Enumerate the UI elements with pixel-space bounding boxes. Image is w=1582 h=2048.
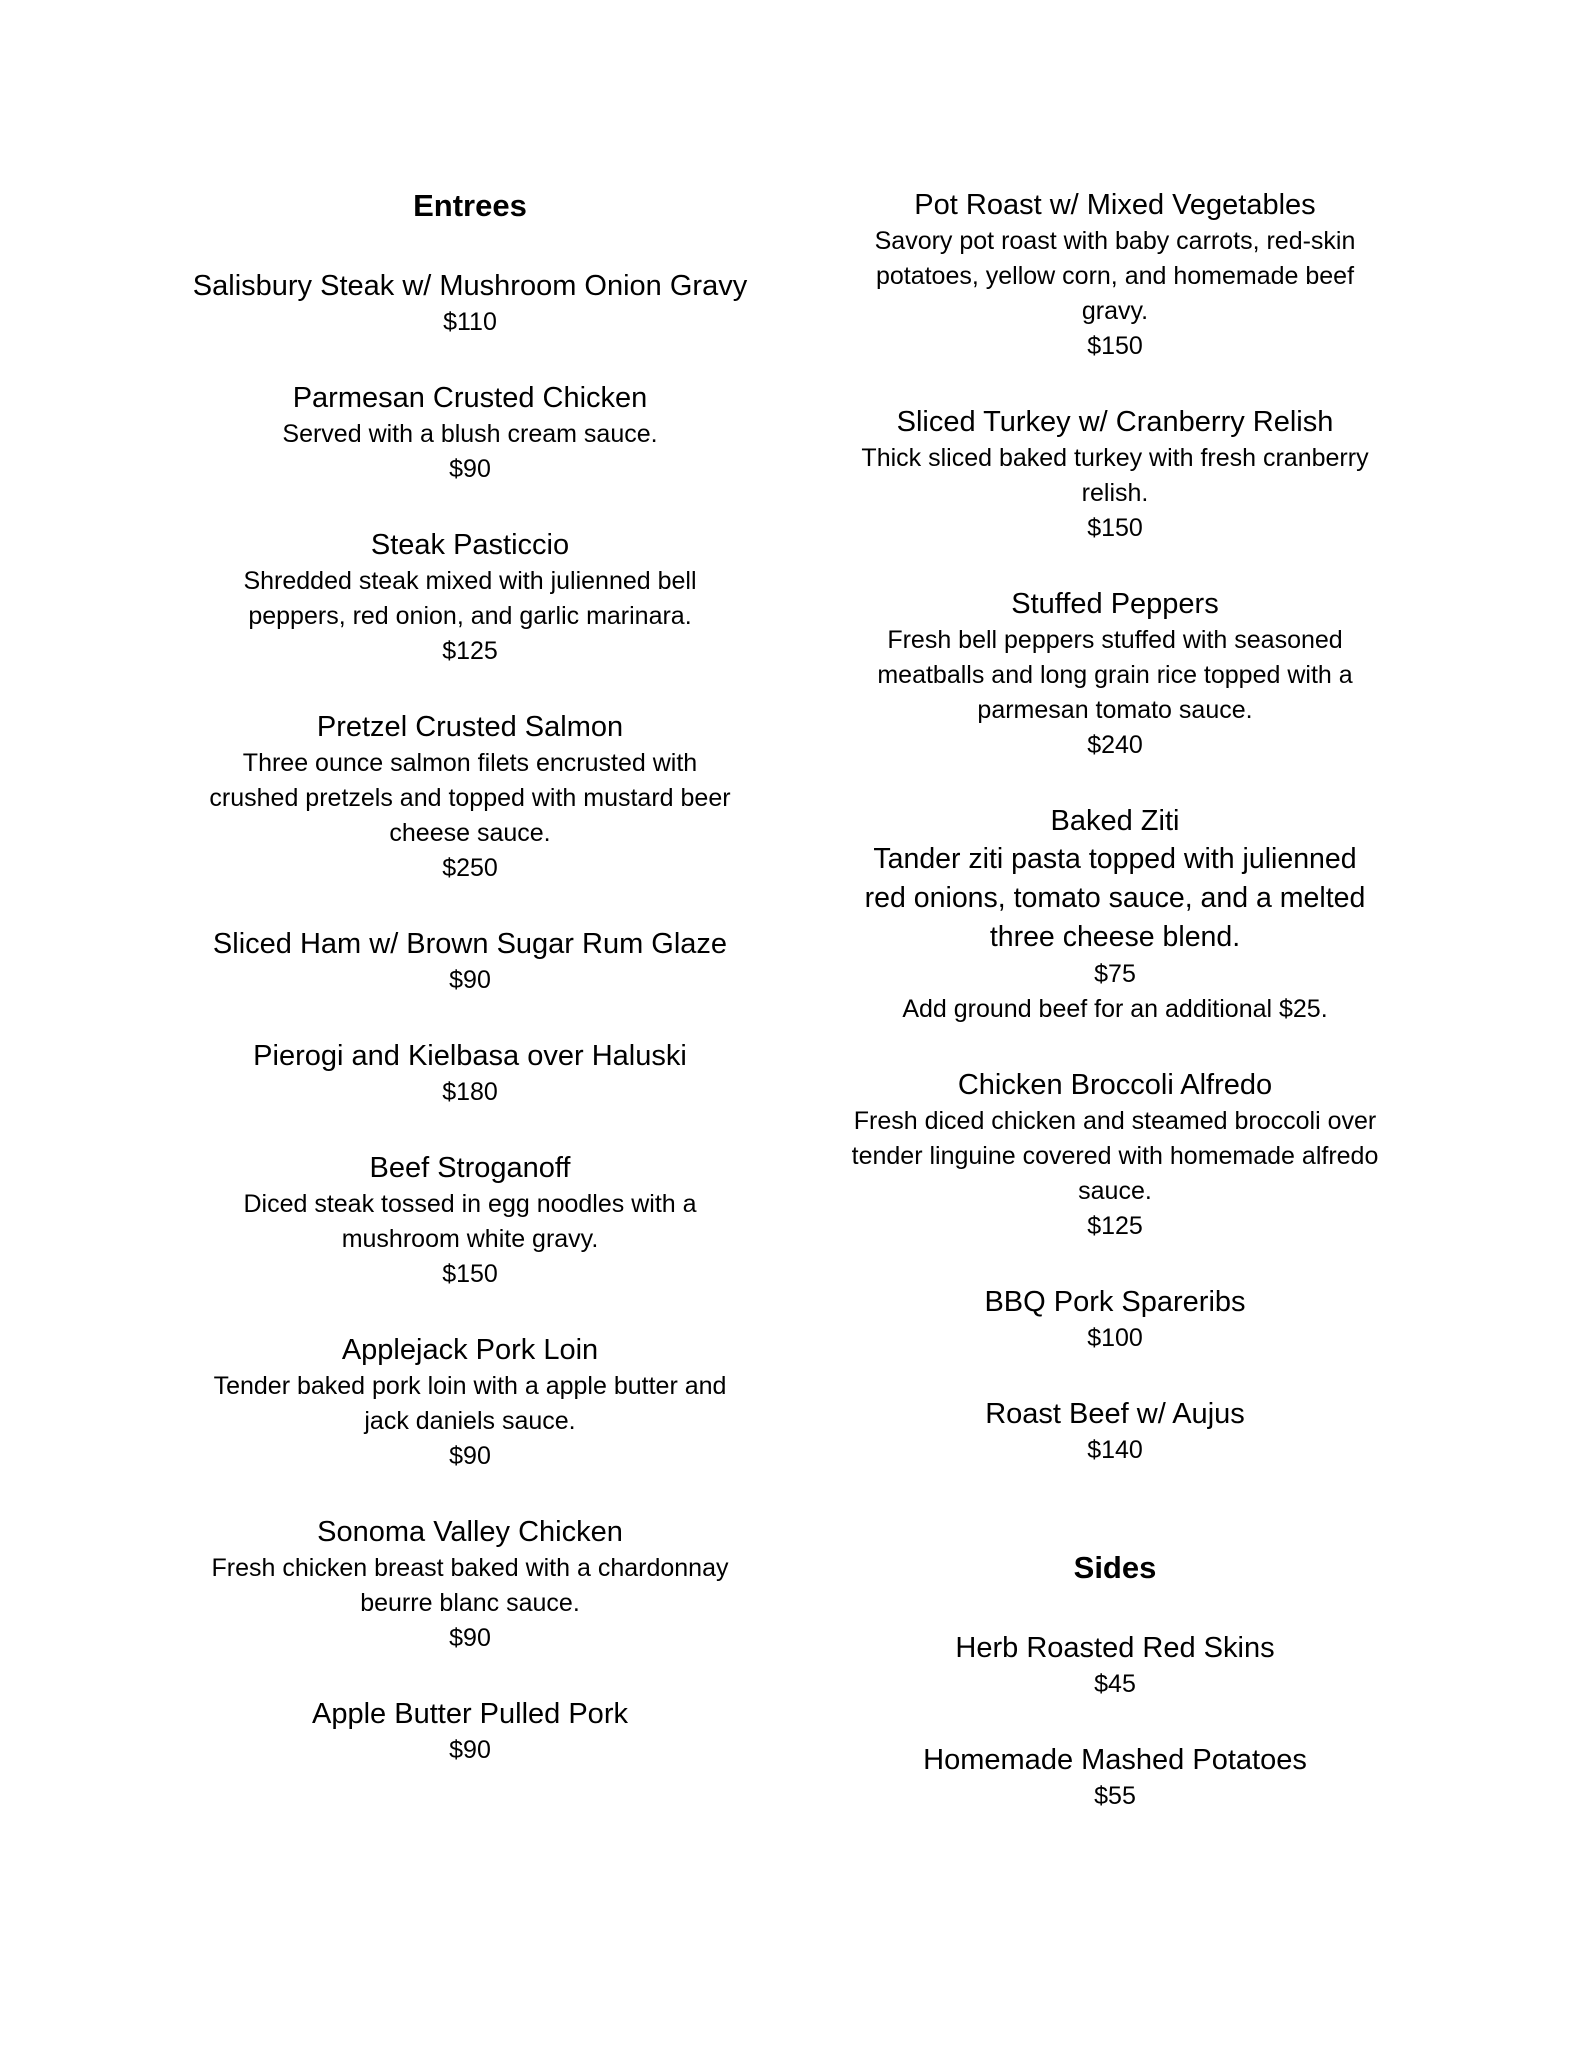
item-name: Apple Butter Pulled Pork bbox=[312, 1698, 628, 1730]
item-name: Pot Roast w/ Mixed Vegetables bbox=[914, 189, 1316, 221]
item-name: Sliced Ham w/ Brown Sugar Rum Glaze bbox=[212, 928, 728, 960]
item-price: $90 bbox=[449, 966, 491, 994]
item-name: Roast Beef w/ Aujus bbox=[985, 1398, 1245, 1430]
item-name: Pierogi and Kielbasa over Haluski bbox=[253, 1040, 687, 1072]
item-description: cheese sauce. bbox=[389, 819, 551, 847]
item-description: relish. bbox=[1081, 479, 1149, 507]
item-price: $55 bbox=[1094, 1782, 1136, 1810]
item-price: $90 bbox=[449, 455, 491, 483]
item-description: crushed pretzels and topped with mustard beer bbox=[209, 784, 731, 812]
item-description: tender linguine covered with homemade alfredo bbox=[851, 1142, 1379, 1170]
item-name: Beef Stroganoff bbox=[369, 1152, 571, 1184]
item-price: $150 bbox=[442, 1260, 498, 1288]
sides-heading: Sides bbox=[1073, 1550, 1157, 1585]
item-price: $45 bbox=[1094, 1670, 1136, 1698]
item-name: Sonoma Valley Chicken bbox=[317, 1516, 623, 1548]
item-description: Tander ziti pasta topped with julienned bbox=[873, 843, 1357, 875]
item-description: Fresh bell peppers stuffed with seasoned bbox=[887, 626, 1343, 654]
item-price: $125 bbox=[442, 637, 498, 665]
item-price: $125 bbox=[1087, 1212, 1143, 1240]
item-price: $240 bbox=[1087, 731, 1143, 759]
item-description: Tender baked pork loin with a apple butter and bbox=[213, 1372, 727, 1400]
item-price: $100 bbox=[1087, 1324, 1143, 1352]
menu-item-applejack-pork bbox=[180, 1331, 760, 1474]
item-price: $90 bbox=[449, 1736, 491, 1764]
menu-item-stuffed-peppers bbox=[830, 585, 1400, 763]
item-name: BBQ Pork Spareribs bbox=[984, 1286, 1246, 1318]
item-name: Homemade Mashed Potatoes bbox=[923, 1744, 1307, 1776]
item-name: Parmesan Crusted Chicken bbox=[292, 382, 648, 414]
item-price: $90 bbox=[449, 1624, 491, 1652]
item-description: gravy. bbox=[1081, 297, 1149, 325]
menu-item-sliced-turkey bbox=[830, 403, 1400, 546]
item-name: Herb Roasted Red Skins bbox=[955, 1632, 1275, 1664]
item-name: Chicken Broccoli Alfredo bbox=[957, 1069, 1273, 1101]
item-name: Baked Ziti bbox=[1050, 805, 1180, 837]
item-description: peppers, red onion, and garlic marinara. bbox=[248, 602, 692, 630]
left-column bbox=[180, 186, 760, 1768]
item-description: three cheese blend. bbox=[989, 921, 1241, 953]
menu-item-pulled-pork bbox=[180, 1695, 760, 1768]
item-price: $110 bbox=[443, 308, 497, 336]
menu-item-sliced-ham bbox=[180, 925, 760, 998]
right-column bbox=[830, 186, 1400, 1814]
menu-item-sonoma-chicken bbox=[180, 1513, 760, 1656]
item-description: Three ounce salmon filets encrusted with bbox=[242, 749, 698, 777]
item-description: Fresh chicken breast baked with a chardonnay bbox=[211, 1554, 729, 1582]
item-price: $250 bbox=[442, 854, 498, 882]
item-description: red onions, tomato sauce, and a melted bbox=[864, 882, 1366, 914]
entrees-heading: Entrees bbox=[413, 188, 527, 223]
menu-item-mashed-potatoes bbox=[830, 1741, 1400, 1814]
menu-item-beef-stroganoff bbox=[180, 1149, 760, 1292]
item-price: $150 bbox=[1087, 332, 1143, 360]
item-price: $75 bbox=[1094, 960, 1136, 988]
item-price: $180 bbox=[442, 1078, 498, 1106]
item-description: Served with a blush cream sauce. bbox=[282, 420, 658, 448]
item-price: $140 bbox=[1087, 1436, 1143, 1464]
item-description: beurre blanc sauce. bbox=[360, 1589, 580, 1617]
item-description: mushroom white gravy. bbox=[341, 1225, 599, 1253]
item-description: jack daniels sauce. bbox=[364, 1407, 576, 1435]
item-note: Add ground beef for an additional $25. bbox=[902, 995, 1328, 1023]
item-name: Sliced Turkey w/ Cranberry Relish bbox=[896, 406, 1334, 438]
item-name: Pretzel Crusted Salmon bbox=[316, 711, 624, 743]
menu-item-chicken-broccoli-alfredo bbox=[830, 1066, 1400, 1244]
item-description: parmesan tomato sauce. bbox=[977, 696, 1253, 724]
item-description: Diced steak tossed in egg noodles with a bbox=[243, 1190, 697, 1218]
item-description: Shredded steak mixed with julienned bell bbox=[243, 567, 697, 595]
menu-item-roast-beef bbox=[830, 1395, 1400, 1468]
item-description: Thick sliced baked turkey with fresh cranberry bbox=[861, 444, 1369, 472]
menu-item-pierogi-kielbasa bbox=[180, 1037, 760, 1110]
menu-item-salisbury-steak bbox=[180, 267, 760, 340]
menu-item-baked-ziti bbox=[830, 802, 1400, 1027]
menu-item-parmesan-chicken bbox=[180, 379, 760, 487]
item-name: Applejack Pork Loin bbox=[341, 1334, 599, 1366]
item-price: $90 bbox=[449, 1442, 491, 1470]
menu-item-bbq-spareribs bbox=[830, 1283, 1400, 1356]
menu-item-steak-pasticcio bbox=[180, 526, 760, 669]
item-name: Stuffed Peppers bbox=[1011, 588, 1219, 620]
item-name: Steak Pasticcio bbox=[370, 529, 570, 561]
item-description: Fresh diced chicken and steamed broccoli over bbox=[853, 1107, 1377, 1135]
item-description: meatballs and long grain rice topped with a bbox=[877, 661, 1353, 689]
item-description: potatoes, yellow corn, and homemade beef bbox=[875, 262, 1355, 290]
menu-item-pot-roast bbox=[830, 186, 1400, 364]
item-description: sauce. bbox=[1078, 1177, 1152, 1205]
menu-item-red-skins bbox=[830, 1629, 1400, 1702]
item-description: Savory pot roast with baby carrots, red-skin bbox=[874, 227, 1356, 255]
menu-item-pretzel-salmon bbox=[180, 708, 760, 886]
item-name: Salisbury Steak w/ Mushroom Onion Gravy bbox=[192, 270, 748, 302]
item-price: $150 bbox=[1087, 514, 1143, 542]
